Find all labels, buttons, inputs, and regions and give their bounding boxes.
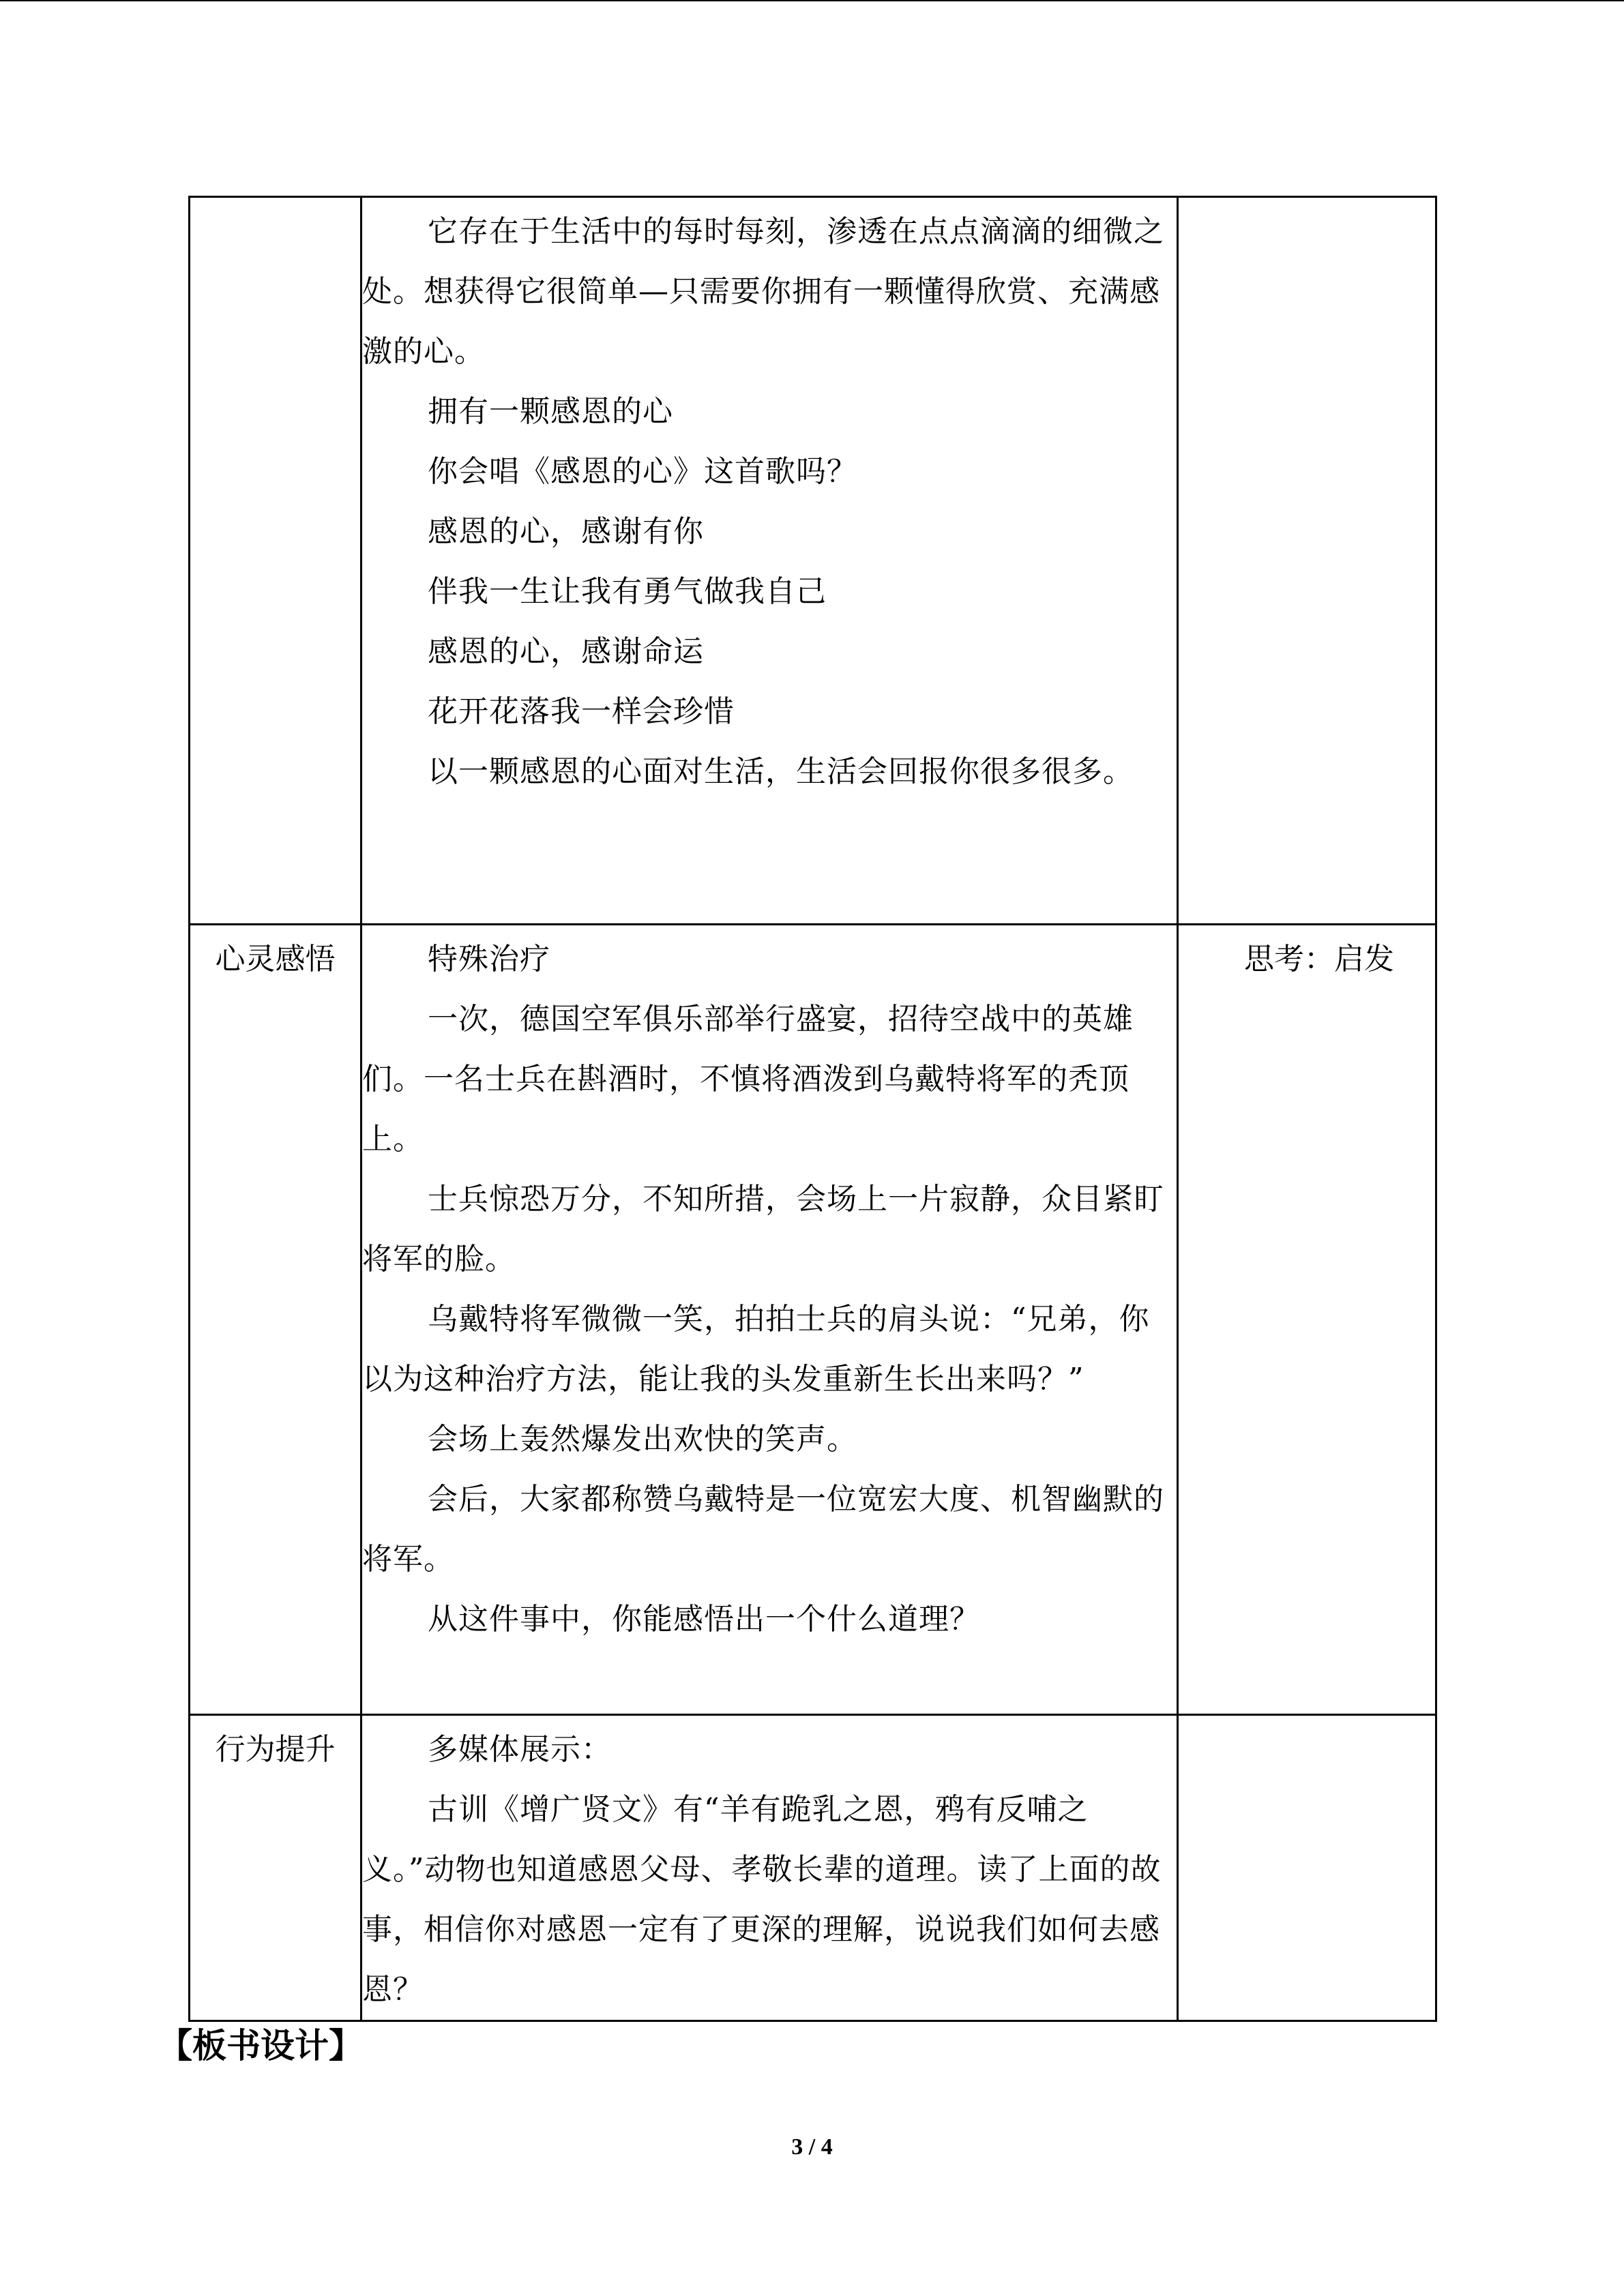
stage-label: 行为提升 (215, 1732, 336, 1767)
content-paragraph: 会后，大家都称赞乌戴特是一位宽宏大度、机智幽默的将军。 (362, 1482, 1164, 1577)
content-cell (361, 1715, 1178, 2021)
song-lyric-line: 花开花落我一样会珍惜 (428, 694, 735, 729)
page-number: 3 / 4 (791, 2134, 833, 2160)
stage-label-cell (190, 1715, 361, 2021)
table-row (190, 1715, 1436, 2021)
question-paragraph: 从这件事中，你能感悟出一个什么道理？ (428, 1602, 980, 1637)
table-row (190, 197, 1436, 925)
content-paragraph: 它存在于生活中的每时每刻，渗透在点点滴滴的细微之处。想获得它很简单—只需要你拥有一颗懂得欣赏、充满感激的心。 (362, 214, 1164, 369)
stage-label-cell (190, 197, 361, 925)
table-row (190, 925, 1436, 1715)
note-cell (1178, 197, 1436, 925)
content-paragraph: 你会唱《感恩的心》这首歌吗？ (428, 454, 857, 489)
note-cell (1178, 925, 1436, 1715)
content-paragraph: 多媒体展示： (428, 1732, 612, 1767)
note-cell (1178, 1715, 1436, 2021)
story-title: 特殊治疗 (428, 942, 550, 976)
lesson-plan-table (188, 196, 1437, 2022)
stage-label: 心灵感悟 (215, 942, 336, 976)
content-paragraph: 古训《增广贤文》有“羊有跪乳之恩，鸦有反哺之义。”动物也知道感恩父母、孝敬长辈的道理。读了上面的故事，相信你对感恩一定有了更深的理解，说说我们如何去感恩？ (362, 1792, 1162, 2007)
content-cell (361, 925, 1178, 1715)
stage-label-cell (190, 925, 361, 1715)
song-lyric-line: 感恩的心，感谢命运 (428, 634, 704, 669)
content-paragraph: 乌戴特将军微微一笑，拍拍士兵的肩头说：“兄弟，你以为这种治疗方法，能让我的头发重新生长出来吗？” (362, 1302, 1150, 1397)
section-heading: 【板书设计】 (158, 2026, 363, 2066)
content-paragraph: 以一颗感恩的心面对生活，生活会回报你很多很多。 (428, 754, 1134, 789)
content-paragraph: 一次，德国空军俱乐部举行盛宴，招待空战中的英雄们。一名士兵在斟酒时，不慎将酒泼到乌戴特将军的秃顶上。 (362, 1002, 1134, 1157)
content-paragraph: 会场上轰然爆发出欢快的笑声。 (428, 1422, 857, 1457)
content-cell (361, 197, 1178, 925)
song-lyric-line: 伴我一生让我有勇气做我自己 (428, 574, 827, 609)
content-paragraph: 拥有一颗感恩的心 (428, 394, 673, 429)
content-paragraph: 士兵惊恐万分，不知所措，会场上一片寂静，众目紧盯将军的脸。 (362, 1182, 1164, 1277)
song-lyric-line: 感恩的心，感谢有你 (428, 514, 704, 549)
note-text: 思考：启发 (1244, 942, 1394, 976)
